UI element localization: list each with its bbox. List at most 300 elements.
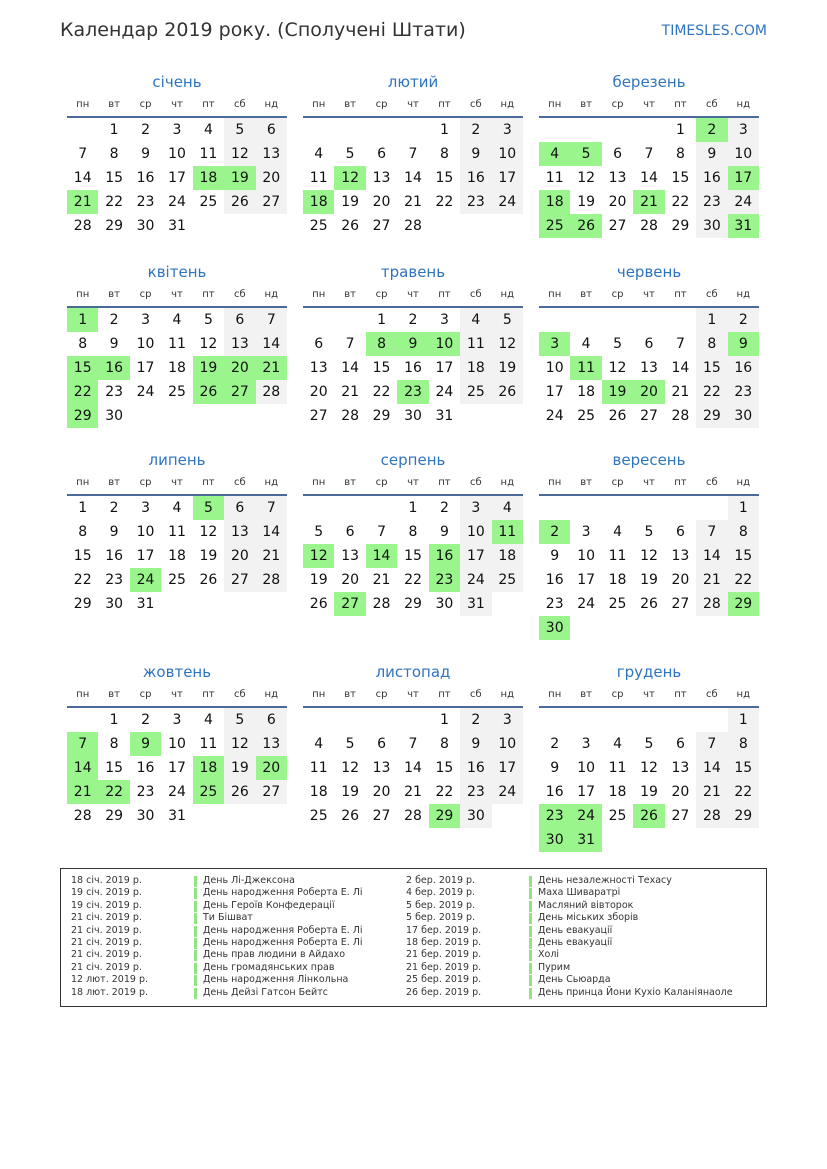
day-cell[interactable]: 20	[224, 544, 255, 568]
day-cell[interactable]: 20	[671, 572, 690, 588]
day-cell[interactable]: 30	[435, 596, 454, 612]
holiday-day-cell[interactable]: 11	[570, 356, 601, 380]
day-cell[interactable]: 22	[671, 194, 690, 210]
day-cell[interactable]: 9	[141, 146, 151, 162]
day-cell[interactable]: 6	[314, 336, 324, 352]
day-cell[interactable]: 8	[439, 736, 449, 752]
day-cell[interactable]: 27	[608, 218, 627, 234]
holiday-day-cell[interactable]: 8	[366, 332, 397, 356]
day-cell[interactable]: 19	[341, 194, 360, 210]
day-cell[interactable]: 25	[492, 568, 523, 592]
day-cell[interactable]: 13	[372, 760, 391, 776]
day-cell[interactable]: 26	[608, 408, 627, 424]
holiday-day-cell[interactable]: 26	[633, 804, 664, 828]
holiday-day-cell[interactable]: 23	[397, 380, 428, 404]
holiday-day-cell[interactable]: 20	[633, 380, 664, 404]
day-cell[interactable]: 10	[728, 142, 759, 166]
day-cell[interactable]: 24	[728, 190, 759, 214]
day-cell[interactable]: 22	[73, 572, 92, 588]
day-cell[interactable]: 24	[492, 780, 523, 804]
day-cell[interactable]: 23	[545, 596, 564, 612]
day-cell[interactable]: 10	[492, 732, 523, 756]
day-cell[interactable]: 21	[341, 384, 360, 400]
day-cell[interactable]: 16	[728, 356, 759, 380]
holiday-day-cell[interactable]: 31	[570, 828, 601, 852]
day-cell[interactable]: 5	[224, 708, 255, 732]
day-cell[interactable]: 2	[460, 708, 491, 732]
day-cell[interactable]: 23	[105, 572, 124, 588]
day-cell[interactable]: 15	[435, 170, 454, 186]
day-cell[interactable]: 6	[377, 146, 387, 162]
day-cell[interactable]: 29	[73, 596, 92, 612]
holiday-day-cell[interactable]: 2	[539, 520, 570, 544]
day-cell[interactable]: 8	[408, 524, 418, 540]
day-cell[interactable]: 15	[105, 760, 124, 776]
holiday-day-cell[interactable]: 29	[429, 804, 460, 828]
day-cell[interactable]: 1	[728, 708, 759, 732]
day-cell[interactable]: 27	[372, 808, 391, 824]
day-cell[interactable]: 7	[644, 146, 654, 162]
holiday-day-cell[interactable]: 15	[67, 356, 98, 380]
day-cell[interactable]: 11	[608, 760, 627, 776]
day-cell[interactable]: 16	[404, 360, 422, 376]
day-cell[interactable]: 20	[671, 784, 690, 800]
day-cell[interactable]: 8	[696, 332, 727, 356]
day-cell[interactable]: 5	[203, 312, 213, 328]
day-cell[interactable]: 29	[728, 804, 759, 828]
day-cell[interactable]: 12	[224, 732, 255, 756]
day-cell[interactable]: 6	[345, 524, 355, 540]
day-cell[interactable]: 11	[309, 170, 328, 186]
day-cell[interactable]: 3	[728, 118, 759, 142]
day-cell[interactable]: 22	[105, 194, 124, 210]
day-cell[interactable]: 11	[608, 548, 627, 564]
day-cell[interactable]: 26	[640, 596, 658, 612]
day-cell[interactable]: 12	[199, 336, 218, 352]
day-cell[interactable]: 25	[608, 596, 627, 612]
holiday-day-cell[interactable]: 20	[224, 356, 255, 380]
day-cell[interactable]: 26	[224, 780, 255, 804]
day-cell[interactable]: 8	[78, 524, 88, 540]
holiday-day-cell[interactable]: 30	[539, 616, 570, 640]
day-cell[interactable]: 4	[203, 122, 213, 138]
day-cell[interactable]: 16	[545, 572, 564, 588]
holiday-day-cell[interactable]: 24	[130, 568, 161, 592]
day-cell[interactable]: 5	[314, 524, 324, 540]
day-cell[interactable]: 12	[640, 760, 658, 776]
day-cell[interactable]: 11	[168, 524, 186, 540]
holiday-day-cell[interactable]: 7	[67, 732, 98, 756]
day-cell[interactable]: 13	[372, 170, 391, 186]
day-cell[interactable]: 18	[460, 356, 491, 380]
holiday-day-cell[interactable]: 20	[256, 756, 287, 780]
day-cell[interactable]: 27	[640, 408, 658, 424]
day-cell[interactable]: 19	[640, 572, 658, 588]
day-cell[interactable]: 16	[136, 170, 155, 186]
day-cell[interactable]: 28	[341, 408, 360, 424]
day-cell[interactable]: 28	[404, 808, 422, 824]
day-cell[interactable]: 24	[136, 384, 155, 400]
day-cell[interactable]: 10	[545, 360, 564, 376]
day-cell[interactable]: 20	[372, 194, 391, 210]
day-cell[interactable]: 28	[404, 218, 422, 234]
holiday-day-cell[interactable]: 19	[193, 356, 224, 380]
day-cell[interactable]: 13	[671, 548, 690, 564]
day-cell[interactable]: 21	[404, 784, 422, 800]
day-cell[interactable]: 19	[309, 572, 328, 588]
day-cell[interactable]: 3	[492, 118, 523, 142]
day-cell[interactable]: 24	[168, 194, 186, 210]
day-cell[interactable]: 7	[696, 732, 727, 756]
day-cell[interactable]: 8	[109, 736, 119, 752]
day-cell[interactable]: 6	[613, 146, 623, 162]
day-cell[interactable]: 29	[105, 808, 124, 824]
day-cell[interactable]: 1	[439, 712, 449, 728]
day-cell[interactable]: 21	[696, 780, 727, 804]
day-cell[interactable]: 30	[105, 596, 124, 612]
day-cell[interactable]: 1	[408, 500, 418, 516]
day-cell[interactable]: 10	[460, 520, 491, 544]
holiday-day-cell[interactable]: 18	[193, 166, 224, 190]
day-cell[interactable]: 17	[545, 384, 564, 400]
day-cell[interactable]: 6	[377, 736, 387, 752]
holiday-day-cell[interactable]: 9	[397, 332, 428, 356]
day-cell[interactable]: 28	[73, 808, 92, 824]
day-cell[interactable]: 8	[439, 146, 449, 162]
day-cell[interactable]: 4	[492, 496, 523, 520]
day-cell[interactable]: 27	[671, 808, 690, 824]
day-cell[interactable]: 4	[314, 146, 324, 162]
holiday-day-cell[interactable]: 26	[570, 214, 601, 238]
day-cell[interactable]: 9	[550, 548, 560, 564]
day-cell[interactable]: 28	[73, 218, 92, 234]
day-cell[interactable]: 15	[696, 356, 727, 380]
day-cell[interactable]: 2	[439, 500, 449, 516]
day-cell[interactable]: 10	[136, 336, 155, 352]
day-cell[interactable]: 23	[136, 194, 155, 210]
day-cell[interactable]: 10	[577, 760, 596, 776]
holiday-day-cell[interactable]: 16	[98, 356, 129, 380]
holiday-day-cell[interactable]: 3	[539, 332, 570, 356]
day-cell[interactable]: 23	[460, 780, 491, 804]
day-cell[interactable]: 17	[492, 166, 523, 190]
day-cell[interactable]: 22	[435, 784, 454, 800]
day-cell[interactable]: 20	[256, 166, 287, 190]
day-cell[interactable]: 5	[492, 308, 523, 332]
day-cell[interactable]: 17	[136, 360, 155, 376]
day-cell[interactable]: 24	[577, 596, 596, 612]
day-cell[interactable]: 11	[309, 760, 328, 776]
day-cell[interactable]: 13	[341, 548, 360, 564]
day-cell[interactable]: 1	[439, 122, 449, 138]
day-cell[interactable]: 9	[439, 524, 449, 540]
day-cell[interactable]: 16	[696, 166, 727, 190]
day-cell[interactable]: 2	[141, 122, 151, 138]
day-cell[interactable]: 6	[256, 708, 287, 732]
day-cell[interactable]: 3	[492, 708, 523, 732]
day-cell[interactable]: 29	[404, 596, 422, 612]
day-cell[interactable]: 17	[460, 544, 491, 568]
day-cell[interactable]: 12	[640, 548, 658, 564]
day-cell[interactable]: 28	[696, 592, 727, 616]
day-cell[interactable]: 16	[105, 548, 124, 564]
day-cell[interactable]: 27	[372, 218, 391, 234]
day-cell[interactable]: 2	[728, 308, 759, 332]
day-cell[interactable]: 3	[581, 736, 591, 752]
day-cell[interactable]: 17	[168, 170, 186, 186]
day-cell[interactable]: 18	[608, 572, 627, 588]
day-cell[interactable]: 19	[577, 194, 596, 210]
day-cell[interactable]: 5	[644, 736, 654, 752]
day-cell[interactable]: 8	[109, 146, 119, 162]
day-cell[interactable]: 23	[136, 784, 155, 800]
day-cell[interactable]: 30	[136, 808, 155, 824]
day-cell[interactable]: 11	[168, 336, 186, 352]
day-cell[interactable]: 4	[581, 336, 591, 352]
day-cell[interactable]: 28	[256, 380, 287, 404]
day-cell[interactable]: 19	[640, 784, 658, 800]
day-cell[interactable]: 17	[577, 784, 596, 800]
day-cell[interactable]: 15	[728, 544, 759, 568]
holiday-day-cell[interactable]: 21	[256, 356, 287, 380]
day-cell[interactable]: 2	[109, 500, 119, 516]
day-cell[interactable]: 26	[341, 218, 360, 234]
holiday-day-cell[interactable]: 9	[130, 732, 161, 756]
day-cell[interactable]: 30	[460, 804, 491, 828]
day-cell[interactable]: 5	[345, 736, 355, 752]
day-cell[interactable]: 11	[199, 146, 218, 162]
holiday-day-cell[interactable]: 27	[334, 592, 365, 616]
day-cell[interactable]: 6	[644, 336, 654, 352]
day-cell[interactable]: 28	[696, 804, 727, 828]
day-cell[interactable]: 26	[341, 808, 360, 824]
day-cell[interactable]: 22	[404, 572, 422, 588]
day-cell[interactable]: 31	[435, 408, 454, 424]
holiday-day-cell[interactable]: 29	[67, 404, 98, 428]
day-cell[interactable]: 6	[675, 736, 685, 752]
day-cell[interactable]: 14	[256, 520, 287, 544]
day-cell[interactable]: 31	[136, 596, 155, 612]
day-cell[interactable]: 25	[608, 808, 627, 824]
holiday-day-cell[interactable]: 30	[539, 828, 570, 852]
holiday-day-cell[interactable]: 16	[429, 544, 460, 568]
day-cell[interactable]: 20	[341, 572, 360, 588]
day-cell[interactable]: 18	[608, 784, 627, 800]
holiday-day-cell[interactable]: 18	[539, 190, 570, 214]
day-cell[interactable]: 18	[168, 548, 186, 564]
holiday-day-cell[interactable]: 14	[67, 756, 98, 780]
day-cell[interactable]: 3	[141, 500, 151, 516]
day-cell[interactable]: 11	[199, 736, 218, 752]
day-cell[interactable]: 3	[172, 122, 182, 138]
holiday-day-cell[interactable]: 5	[193, 496, 224, 520]
day-cell[interactable]: 23	[105, 384, 124, 400]
day-cell[interactable]: 19	[341, 784, 360, 800]
day-cell[interactable]: 21	[696, 568, 727, 592]
day-cell[interactable]: 1	[109, 712, 119, 728]
day-cell[interactable]: 10	[577, 548, 596, 564]
day-cell[interactable]: 10	[492, 142, 523, 166]
day-cell[interactable]: 17	[168, 760, 186, 776]
day-cell[interactable]: 21	[256, 544, 287, 568]
day-cell[interactable]: 30	[136, 218, 155, 234]
holiday-day-cell[interactable]: 21	[67, 780, 98, 804]
day-cell[interactable]: 26	[492, 380, 523, 404]
day-cell[interactable]: 8	[728, 732, 759, 756]
day-cell[interactable]: 3	[172, 712, 182, 728]
day-cell[interactable]: 26	[309, 596, 328, 612]
day-cell[interactable]: 9	[460, 142, 491, 166]
day-cell[interactable]: 4	[314, 736, 324, 752]
day-cell[interactable]: 15	[105, 170, 124, 186]
holiday-day-cell[interactable]: 29	[728, 592, 759, 616]
day-cell[interactable]: 3	[439, 312, 449, 328]
holiday-day-cell[interactable]: 12	[303, 544, 334, 568]
day-cell[interactable]: 29	[696, 404, 727, 428]
day-cell[interactable]: 8	[728, 520, 759, 544]
holiday-day-cell[interactable]: 23	[539, 804, 570, 828]
holiday-day-cell[interactable]: 5	[570, 142, 601, 166]
day-cell[interactable]: 25	[309, 218, 328, 234]
day-cell[interactable]: 23	[728, 380, 759, 404]
day-cell[interactable]: 13	[224, 332, 255, 356]
day-cell[interactable]: 11	[460, 332, 491, 356]
day-cell[interactable]: 4	[172, 500, 182, 516]
day-cell[interactable]: 1	[109, 122, 119, 138]
day-cell[interactable]: 7	[78, 146, 88, 162]
day-cell[interactable]: 13	[640, 360, 658, 376]
day-cell[interactable]: 16	[545, 784, 564, 800]
day-cell[interactable]: 18	[309, 784, 328, 800]
day-cell[interactable]: 7	[345, 336, 355, 352]
day-cell[interactable]: 29	[671, 218, 690, 234]
holiday-day-cell[interactable]: 2	[696, 118, 727, 142]
day-cell[interactable]: 26	[199, 572, 218, 588]
day-cell[interactable]: 13	[256, 142, 287, 166]
day-cell[interactable]: 16	[136, 760, 155, 776]
day-cell[interactable]: 7	[377, 524, 387, 540]
day-cell[interactable]: 20	[608, 194, 627, 210]
day-cell[interactable]: 2	[460, 118, 491, 142]
day-cell[interactable]: 8	[78, 336, 88, 352]
day-cell[interactable]: 31	[168, 808, 186, 824]
day-cell[interactable]: 24	[435, 384, 454, 400]
day-cell[interactable]: 16	[460, 756, 491, 780]
day-cell[interactable]: 13	[256, 732, 287, 756]
holiday-day-cell[interactable]: 25	[539, 214, 570, 238]
holiday-day-cell[interactable]: 11	[492, 520, 523, 544]
holiday-day-cell[interactable]: 10	[429, 332, 460, 356]
day-cell[interactable]: 10	[168, 146, 186, 162]
day-cell[interactable]: 7	[256, 496, 287, 520]
day-cell[interactable]: 15	[435, 760, 454, 776]
day-cell[interactable]: 15	[728, 756, 759, 780]
day-cell[interactable]: 31	[460, 592, 491, 616]
holiday-day-cell[interactable]: 4	[539, 142, 570, 166]
day-cell[interactable]: 18	[577, 384, 596, 400]
day-cell[interactable]: 15	[372, 360, 391, 376]
day-cell[interactable]: 29	[105, 218, 124, 234]
day-cell[interactable]: 17	[136, 548, 155, 564]
day-cell[interactable]: 20	[309, 384, 328, 400]
day-cell[interactable]: 24	[545, 408, 564, 424]
day-cell[interactable]: 14	[73, 170, 92, 186]
day-cell[interactable]: 1	[728, 496, 759, 520]
holiday-day-cell[interactable]: 18	[303, 190, 334, 214]
day-cell[interactable]: 7	[408, 736, 418, 752]
day-cell[interactable]: 25	[168, 572, 186, 588]
day-cell[interactable]: 18	[168, 360, 186, 376]
day-cell[interactable]: 3	[460, 496, 491, 520]
day-cell[interactable]: 22	[728, 568, 759, 592]
day-cell[interactable]: 17	[435, 360, 454, 376]
day-cell[interactable]: 1	[78, 500, 88, 516]
day-cell[interactable]: 6	[224, 496, 255, 520]
day-cell[interactable]: 22	[728, 780, 759, 804]
day-cell[interactable]: 27	[256, 780, 287, 804]
holiday-day-cell[interactable]: 22	[67, 380, 98, 404]
day-cell[interactable]: 9	[109, 336, 119, 352]
day-cell[interactable]: 14	[671, 360, 690, 376]
holiday-day-cell[interactable]: 14	[366, 544, 397, 568]
day-cell[interactable]: 29	[372, 408, 391, 424]
day-cell[interactable]: 14	[256, 332, 287, 356]
day-cell[interactable]: 4	[203, 712, 213, 728]
day-cell[interactable]: 30	[728, 404, 759, 428]
day-cell[interactable]: 14	[404, 170, 422, 186]
day-cell[interactable]: 2	[408, 312, 418, 328]
day-cell[interactable]: 24	[492, 190, 523, 214]
day-cell[interactable]: 5	[644, 524, 654, 540]
day-cell[interactable]: 21	[404, 194, 422, 210]
holiday-day-cell[interactable]: 25	[193, 780, 224, 804]
day-cell[interactable]: 15	[404, 548, 422, 564]
day-cell[interactable]: 15	[671, 170, 690, 186]
day-cell[interactable]: 4	[460, 308, 491, 332]
holiday-day-cell[interactable]: 22	[98, 780, 129, 804]
day-cell[interactable]: 1	[696, 308, 727, 332]
day-cell[interactable]: 28	[372, 596, 391, 612]
holiday-day-cell[interactable]: 23	[429, 568, 460, 592]
day-cell[interactable]: 13	[309, 360, 328, 376]
day-cell[interactable]: 24	[460, 568, 491, 592]
day-cell[interactable]: 12	[199, 524, 218, 540]
day-cell[interactable]: 23	[460, 190, 491, 214]
day-cell[interactable]: 14	[640, 170, 658, 186]
day-cell[interactable]: 13	[608, 170, 627, 186]
day-cell[interactable]: 21	[372, 572, 391, 588]
day-cell[interactable]: 2	[550, 736, 560, 752]
day-cell[interactable]: 7	[256, 308, 287, 332]
day-cell[interactable]: 22	[435, 194, 454, 210]
holiday-day-cell[interactable]: 24	[570, 804, 601, 828]
day-cell[interactable]: 17	[492, 756, 523, 780]
day-cell[interactable]: 22	[372, 384, 391, 400]
holiday-day-cell[interactable]: 21	[67, 190, 98, 214]
holiday-day-cell[interactable]: 19	[602, 380, 633, 404]
day-cell[interactable]: 28	[256, 568, 287, 592]
holiday-day-cell[interactable]: 31	[728, 214, 759, 238]
day-cell[interactable]: 5	[613, 336, 623, 352]
brand-link[interactable]: TIMESLES.COM	[661, 23, 767, 39]
holiday-day-cell[interactable]: 21	[633, 190, 664, 214]
day-cell[interactable]: 8	[675, 146, 685, 162]
day-cell[interactable]: 1	[377, 312, 387, 328]
holiday-day-cell[interactable]: 1	[67, 308, 98, 332]
holiday-day-cell[interactable]: 19	[224, 166, 255, 190]
holiday-day-cell[interactable]: 27	[224, 380, 255, 404]
day-cell[interactable]: 7	[696, 520, 727, 544]
